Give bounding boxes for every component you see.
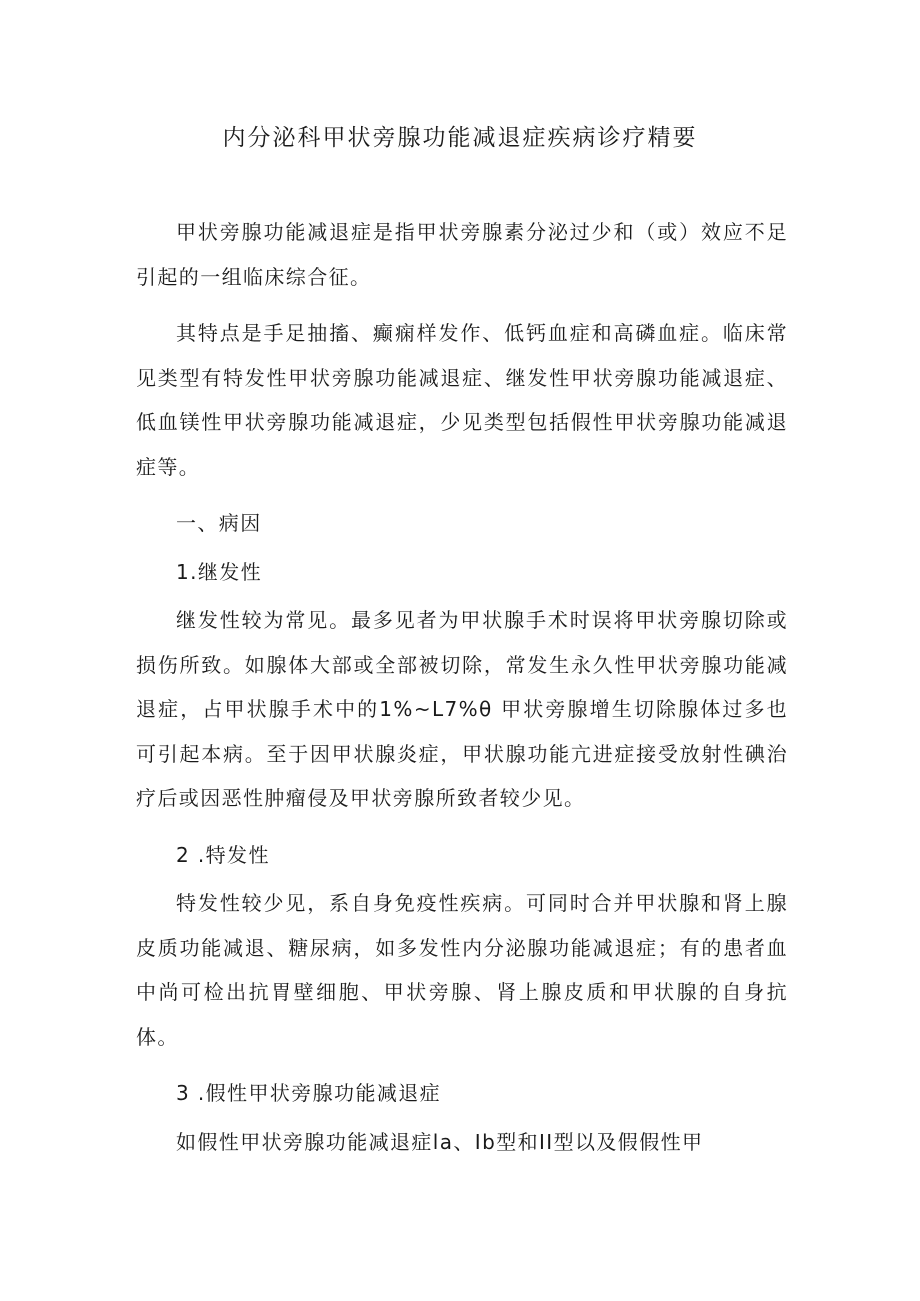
paragraph-idiopathic: 特发性较少见，系自身免疫性疾病。可同时合并甲状腺和肾上腺皮质功能减退、糖尿病，如多发性内分泌腺功能减退症；有的患者血中尚可检出抗胃壁细胞、甲状旁腺、肾上腺皮质和甲状腺的自身抗体。 (136, 891, 788, 1049)
paragraph-pseudo: 如假性甲状旁腺功能减退症la、Ib型和II型以及假假性甲 (176, 1129, 704, 1154)
subheading-secondary: 1.继发性 (176, 559, 263, 584)
document-title: 内分泌科甲状旁腺功能减退症疾病诊疗精要 (222, 125, 698, 151)
subheading-pseudo: 3 .假性甲状旁腺功能减退症 (176, 1081, 442, 1105)
document-body (136, 210, 788, 1176)
paragraph-definition: 甲状旁腺功能减退症是指甲状旁腺素分泌过少和（或）效应不足引起的一组临床综合征。 (136, 220, 788, 289)
subheading-idiopathic: 2 .特发性 (176, 842, 270, 867)
paragraph-features: 其特点是手足抽搐、癫痫样发作、低钙血症和高磷血症。临床常见类型有特发性甲状旁腺功能减退症、继发性甲状旁腺功能减退症、低血镁性甲状旁腺功能减退症，少见类型包括假性甲状旁腺功能减退症等。 (136, 321, 788, 479)
section-heading-etiology: 一、病因 (176, 511, 262, 535)
paragraph-secondary: 继发性较为常见。最多见者为甲状腺手术时误将甲状旁腺切除或损伤所致。如腺体大部或全部被切除，常发生永久性甲状旁腺功能减退症，占甲状腺手术中的1%~L7%θ 甲状旁腺增生切除腺体过多也可引起本病。至于因甲状腺炎症，甲状腺功能亢进症接受放射性碘治疗后或因恶性肿瘤侵及甲状旁腺所致者较少见。 (136, 608, 788, 810)
